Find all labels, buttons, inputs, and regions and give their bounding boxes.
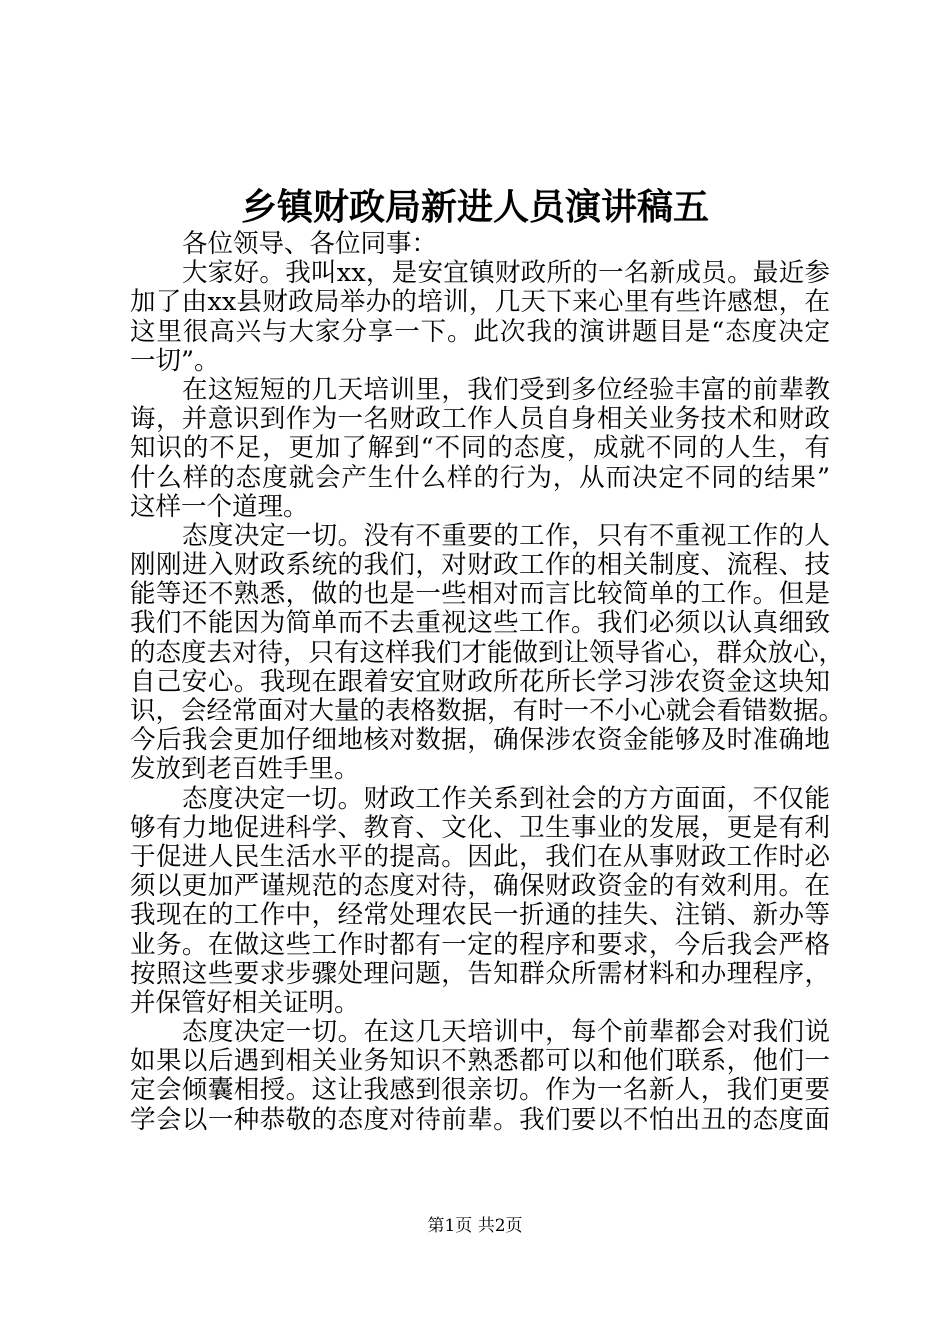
text-line: 须以更加严谨规范的态度对待，确保财政资金的有效利用。在 bbox=[130, 871, 830, 902]
text-line: 识，会经常面对大量的表格数据，有时一不小心就会看错数据。 bbox=[130, 696, 845, 726]
text-line: 我们不能因为简单而不去重视这些工作。我们必须以认真细致 bbox=[130, 608, 830, 639]
text-line: 加了由xx县财政局举办的培训，几天下来心里有些许感想，在 bbox=[130, 287, 830, 318]
text-line: 学会以一种恭敬的态度对待前辈。我们要以不怕出丑的态度面 bbox=[130, 1104, 830, 1135]
text-line: 于促进人民生活水平的提高。因此，我们在从事财政工作时必 bbox=[130, 841, 830, 872]
text-line: 够有力地促进科学、教育、文化、卫生事业的发展，更是有利 bbox=[130, 812, 830, 843]
text-line: 自己安心。我现在跟着安宜财政所花所长学习涉农资金这块知 bbox=[130, 666, 830, 697]
text-line: 的态度去对待，只有这样我们才能做到让领导省心，群众放心， bbox=[130, 637, 845, 668]
text-line: 这样一个道理。 bbox=[130, 491, 309, 522]
text-line: 知识的不足，更加了解到“不同的态度，成就不同的人生，有 bbox=[130, 433, 830, 464]
text-line: 刚刚进入财政系统的我们，对财政工作的相关制度、流程、技 bbox=[130, 550, 830, 581]
text-line: 各位领导、各位同事： bbox=[182, 229, 438, 259]
text-line: 态度决定一切。在这几天培训中，每个前辈都会对我们说 bbox=[182, 1017, 830, 1048]
text-line: 能等还不熟悉，做的也是一些相对而言比较简单的工作。但是 bbox=[130, 579, 830, 610]
page-number: 第1页 共2页 bbox=[427, 1216, 523, 1236]
text-line: 我现在的工作中，经常处理农民一折通的挂失、注销、新办等 bbox=[130, 900, 830, 931]
text-line: 大家好。我叫xx，是安宜镇财政所的一名新成员。最近参 bbox=[182, 258, 830, 289]
page-title: 乡镇财政局新进人员演讲稿五 bbox=[240, 186, 709, 228]
text-line: 诲，并意识到作为一名财政工作人员自身相关业务技术和财政 bbox=[130, 404, 830, 435]
text-line: 今后我会更加仔细地核对数据，确保涉农资金能够及时准确地 bbox=[130, 725, 830, 756]
document-body bbox=[130, 229, 845, 1135]
text-line: 按照这些要求步骤处理问题，告知群众所需材料和办理程序， bbox=[130, 958, 830, 989]
text-line: 定会倾囊相授。这让我感到很亲切。作为一名新人，我们更要 bbox=[130, 1075, 830, 1106]
text-line: 发放到老百姓手里。 bbox=[130, 754, 360, 785]
text-line: 如果以后遇到相关业务知识不熟悉都可以和他们联系，他们一 bbox=[130, 1046, 830, 1077]
text-line: 这里很高兴与大家分享一下。此次我的演讲题目是“态度决定 bbox=[130, 316, 830, 347]
text-line: 态度决定一切。财政工作关系到社会的方方面面，不仅能 bbox=[182, 783, 830, 814]
text-line: 一切”。 bbox=[130, 345, 220, 376]
text-line: 在这短短的几天培训里，我们受到多位经验丰富的前辈教 bbox=[182, 374, 830, 405]
text-line: 业务。在做这些工作时都有一定的程序和要求，今后我会严格 bbox=[130, 929, 830, 960]
text-line: 什么样的态度就会产生什么样的行为，从而决定不同的结果” bbox=[130, 462, 830, 493]
text-line: 态度决定一切。没有不重要的工作，只有不重视工作的人 bbox=[182, 520, 830, 551]
text-line: 并保管好相关证明。 bbox=[130, 987, 360, 1018]
